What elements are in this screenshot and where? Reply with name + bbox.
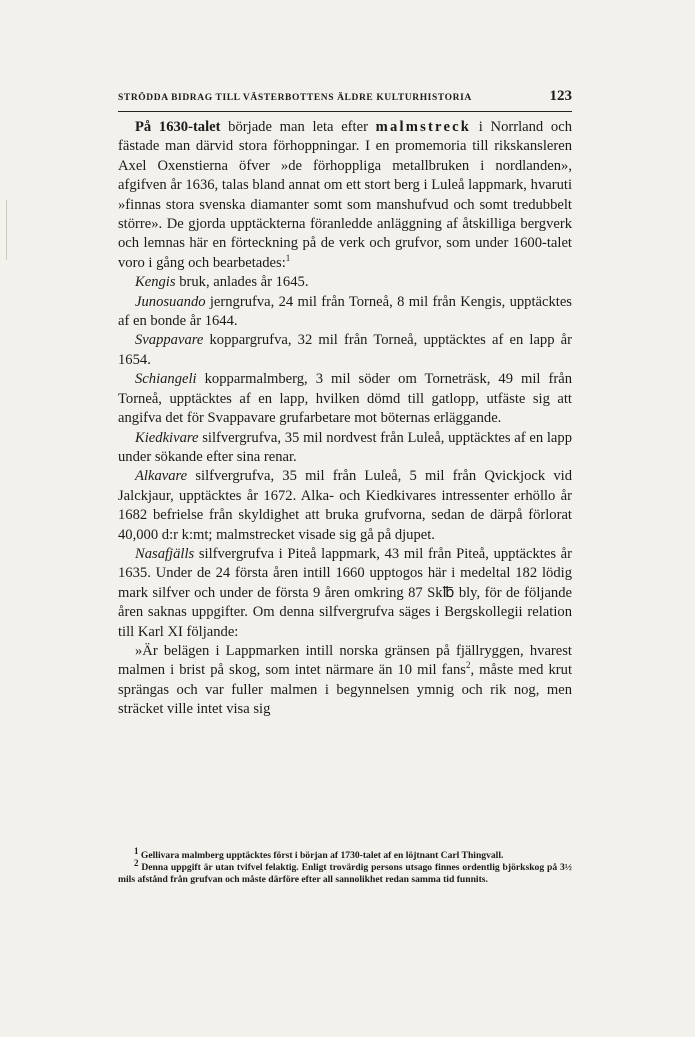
footnote-ref-2: 2 bbox=[465, 660, 471, 671]
footnote-ref-1: 1 bbox=[285, 252, 291, 263]
entry-text: jerngrufva, 24 mil från Torneå, 8 mil från Kengis, upptäcktes af en bonde år 1644. bbox=[118, 293, 572, 330]
entry-name: Schiangeli bbox=[135, 371, 197, 388]
entry-name: Nasafjälls bbox=[135, 545, 195, 562]
margin-mark bbox=[6, 200, 7, 260]
intro-text-b: i Norrland och fästade man därvid stora förhoppningar. I en promemoria till rikskansleren Axel Oxenstierna öfver »de förhoppliga metallbruken i nordlanden», afgifven år 1636, talas bland annat om ett stort berg i Luleå lappmark, hvaruti »finnas stora svenska diamanter somt som manshufvud och somt tredubbelt större». De gjorda upptäckterna föranledde anläggning af åtskilliga bergverk och lemnas här en förteckning på de verk och grufvor, som under 1600-talet voro i gång och bearbetades: bbox=[118, 119, 572, 271]
page bbox=[118, 88, 572, 720]
entry-name: Kengis bbox=[135, 274, 176, 291]
intro-spaced-word: malmstreck bbox=[375, 119, 472, 135]
entry-text: bruk, anlades år 1645. bbox=[175, 274, 309, 291]
footnote-text: Gellivara malmberg upptäcktes först i början af 1730-talet af en löjtnant Carl Thingvall. bbox=[138, 850, 504, 861]
footnote-mark: 2 bbox=[134, 858, 139, 869]
body-text bbox=[118, 118, 572, 720]
running-header bbox=[118, 88, 572, 112]
entry-text: silfvergrufva, 35 mil från Luleå, 5 mil från Qvickjock vid Jalckjaur, upptäcktes år 1672. Alka- och Kiedkivares intressenter erhöllo år 1682 befrielse från skyldighet att bruka grufvorna, sedan de därpå förlorat 40,000 d:r k:mt; malmstrecket visade sig gå på djupet. bbox=[118, 468, 572, 543]
entry-paragraph bbox=[118, 545, 572, 642]
intro-text-a: började man leta efter bbox=[220, 119, 376, 135]
intro-lead: På 1630-talet bbox=[135, 119, 221, 135]
entry-text: koppargrufva, 32 mil från Torneå, upptäcktes af en lapp år 1654. bbox=[118, 332, 572, 368]
footnote bbox=[118, 845, 572, 862]
quote-text-b: , måste med krut sprängas och var fuller malmen i begynnelsen ymnig och rik nog, men sträcket ville intet visa sig bbox=[118, 662, 572, 718]
footnote-text: Denna uppgift är utan tvifvel felaktig. Enligt trovärdig persons utsago finnes ordentlig björkskog på 3½ mils afstånd från grufvan och måste därföre efter all sannolikhet redan samma tid funnits. bbox=[118, 862, 572, 886]
entry-name: Junosuando bbox=[135, 293, 206, 310]
footnote bbox=[118, 858, 572, 886]
quote-text-a: »Är belägen i Lappmarken intill norska gränsen på fjällryggen, hvarest malmen i brist på skog, som intet närmare än 10 mil fans bbox=[118, 642, 572, 679]
entry-paragraph bbox=[118, 331, 572, 370]
footnote-mark: 1 bbox=[134, 845, 139, 856]
entry-paragraph bbox=[118, 429, 572, 468]
page-number: 123 bbox=[549, 88, 572, 104]
running-title: STRÖDDA BIDRAG TILL VÄSTERBOTTENS ÄLDRE KULTURHISTORIA bbox=[118, 93, 472, 103]
entry-paragraph bbox=[118, 370, 572, 428]
entry-text: silfvergrufva, 35 mil nordvest från Luleå, upptäcktes af en lapp under sökande efter sina renar. bbox=[118, 429, 572, 465]
intro-paragraph bbox=[118, 118, 572, 273]
entry-text: kopparmalmberg, 3 mil söder om Torneträsk, 49 mil från Torneå, upptäcktes af en lapp, hvilken dömd till gatlopp, utfäste sig att angifva det för Svappavare grufarbetare mot böternas erläggande. bbox=[118, 371, 572, 427]
entry-paragraph bbox=[118, 467, 572, 545]
quote-paragraph bbox=[118, 642, 572, 720]
entry-text: silfvergrufva i Piteå lappmark, 43 mil från Piteå, upptäcktes år 1635. Under de 24 första åren intill 1660 upptogos här i medeltal 182 lödig mark silfver och under de första 9 åren omkring 87 Sk℔ bly, för de följande åren saknas uppgifter. Om denna silfvergrufva säges i Bergskollegii relation till Karl XI följande: bbox=[118, 545, 572, 640]
entry-paragraph bbox=[118, 293, 572, 332]
entry-name: Kiedkivare bbox=[135, 429, 199, 446]
footnotes bbox=[118, 845, 572, 887]
entry-paragraph bbox=[118, 273, 572, 292]
entry-name: Svappavare bbox=[135, 332, 204, 349]
entry-name: Alkavare bbox=[135, 468, 188, 485]
